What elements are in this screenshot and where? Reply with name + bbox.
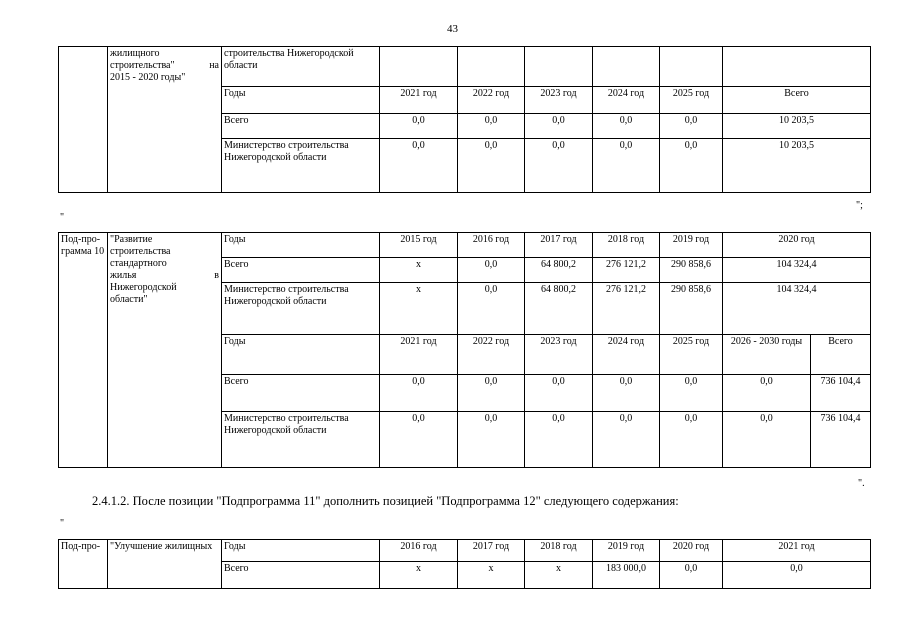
- responsible-cell: строительства Нижегородской области: [222, 47, 380, 87]
- value-cell: 0,0: [660, 375, 723, 412]
- year-header: 2024 год: [593, 87, 660, 114]
- value-cell: 64 800,2: [525, 283, 593, 335]
- value-cell: 0,0: [380, 375, 458, 412]
- year-header: 2025 год: [660, 335, 723, 375]
- value-cell: 290 858,6: [660, 258, 723, 283]
- year-header: 2016 год: [380, 540, 458, 562]
- year-header: 2023 год: [525, 87, 593, 114]
- value-cell: 0,0: [525, 412, 593, 468]
- opening-quote: ": [60, 212, 65, 223]
- year-header: Всего: [811, 335, 871, 375]
- year-header: Всего: [723, 87, 871, 114]
- value-cell: 0,0: [525, 375, 593, 412]
- year-header: 2016 год: [458, 233, 525, 258]
- total-label: Всего: [222, 375, 380, 412]
- name-line: стандартного: [110, 258, 167, 269]
- subprogram-10-table: [58, 232, 871, 468]
- value-cell: х: [458, 562, 525, 589]
- value-cell: 290 858,6: [660, 283, 723, 335]
- year-header: 2022 год: [458, 87, 525, 114]
- year-header: 2020 год: [723, 233, 871, 258]
- name-line: "Развитие: [110, 234, 153, 245]
- program-name-cell: [108, 47, 222, 193]
- total-label: Всего: [222, 562, 380, 589]
- value-cell: 0,0: [723, 562, 871, 589]
- value-cell: 0,0: [660, 562, 723, 589]
- years-label: Годы: [222, 233, 380, 258]
- value-cell: х: [380, 258, 458, 283]
- value-cell: х: [380, 283, 458, 335]
- value-cell: 736 104,4: [811, 375, 871, 412]
- value-cell: 276 121,2: [593, 283, 660, 335]
- value-cell: 10 203,5: [723, 139, 871, 193]
- name-line: строительства": [110, 60, 175, 71]
- value-cell: 0,0: [660, 412, 723, 468]
- year-header: 2018 год: [525, 540, 593, 562]
- year-header: 2015 год: [380, 233, 458, 258]
- name-line: Нижегородской: [110, 282, 177, 293]
- closing-quote: ".: [858, 478, 865, 489]
- value-cell: 276 121,2: [593, 258, 660, 283]
- name-line: жилья: [110, 270, 137, 281]
- value-cell: х: [525, 562, 593, 589]
- page-number: 43: [447, 23, 458, 35]
- years-label: Годы: [222, 87, 380, 114]
- value-cell: 0,0: [660, 139, 723, 193]
- year-header: 2017 год: [525, 233, 593, 258]
- value-cell: 0,0: [458, 375, 525, 412]
- total-label: Всего: [222, 258, 380, 283]
- value-cell: х: [380, 562, 458, 589]
- ministry-label: Министерство строительства Нижегородской области: [222, 283, 380, 335]
- value-cell: 0,0: [660, 114, 723, 139]
- value-cell: 0,0: [380, 139, 458, 193]
- name-line: области": [110, 294, 148, 305]
- value-cell: 0,0: [380, 412, 458, 468]
- value-cell: 183 000,0: [593, 562, 660, 589]
- value-cell: 104 324,4: [723, 258, 871, 283]
- years-label: Годы: [222, 335, 380, 375]
- subprogram-name: [108, 233, 222, 468]
- closing-quote: ";: [856, 200, 863, 211]
- name-line: строительства: [110, 246, 171, 257]
- value-cell: 0,0: [593, 412, 660, 468]
- value-cell: 104 324,4: [723, 283, 871, 335]
- value-cell: 0,0: [380, 114, 458, 139]
- year-header: 2018 год: [593, 233, 660, 258]
- value-cell: 0,0: [593, 139, 660, 193]
- value-cell: 736 104,4: [811, 412, 871, 468]
- total-label: Всего: [222, 114, 380, 139]
- year-header: 2022 год: [458, 335, 525, 375]
- value-cell: 0,0: [458, 139, 525, 193]
- subprogram-code: Под-про-: [59, 540, 108, 589]
- value-cell: 0,0: [458, 283, 525, 335]
- program-table-continued: [58, 46, 871, 193]
- year-header: 2021 год: [380, 335, 458, 375]
- name-line: жилищного: [110, 48, 160, 59]
- value-cell: 0,0: [458, 412, 525, 468]
- value-cell: 10 203,5: [723, 114, 871, 139]
- value-cell: 0,0: [593, 114, 660, 139]
- subprogram-name: "Улучшение жилищных: [108, 540, 222, 589]
- value-cell: 0,0: [723, 375, 811, 412]
- name-line: 2015 - 2020 годы": [110, 72, 186, 83]
- year-header: 2020 год: [660, 540, 723, 562]
- year-header: 2023 год: [525, 335, 593, 375]
- year-header: 2021 год: [723, 540, 871, 562]
- subprogram-code: Под-про-грамма 10: [59, 233, 108, 468]
- value-cell: 0,0: [525, 139, 593, 193]
- years-label: Годы: [222, 540, 380, 562]
- year-header: 2019 год: [593, 540, 660, 562]
- year-header: 2026 - 2030 годы: [723, 335, 811, 375]
- value-cell: 0,0: [593, 375, 660, 412]
- name-line: на: [209, 60, 219, 71]
- code-cell: [59, 47, 108, 193]
- year-header: 2021 год: [380, 87, 458, 114]
- subprogram-12-table: [58, 539, 871, 589]
- ministry-label: Министерство строительства Нижегородской области: [222, 412, 380, 468]
- ministry-label: Министерство строительства Нижегородской области: [222, 139, 380, 193]
- value-cell: 0,0: [458, 114, 525, 139]
- year-header: 2017 год: [458, 540, 525, 562]
- name-line: в: [214, 270, 219, 281]
- value-cell: 0,0: [458, 258, 525, 283]
- value-cell: 0,0: [723, 412, 811, 468]
- amendment-paragraph: 2.4.1.2. После позиции "Подпрограмма 11" дополнить позицией "Подпрограмма 12" следующего содержания:: [92, 494, 679, 508]
- opening-quote: ": [60, 518, 65, 529]
- year-header: 2019 год: [660, 233, 723, 258]
- value-cell: 0,0: [525, 114, 593, 139]
- value-cell: 64 800,2: [525, 258, 593, 283]
- year-header: 2024 год: [593, 335, 660, 375]
- year-header: 2025 год: [660, 87, 723, 114]
